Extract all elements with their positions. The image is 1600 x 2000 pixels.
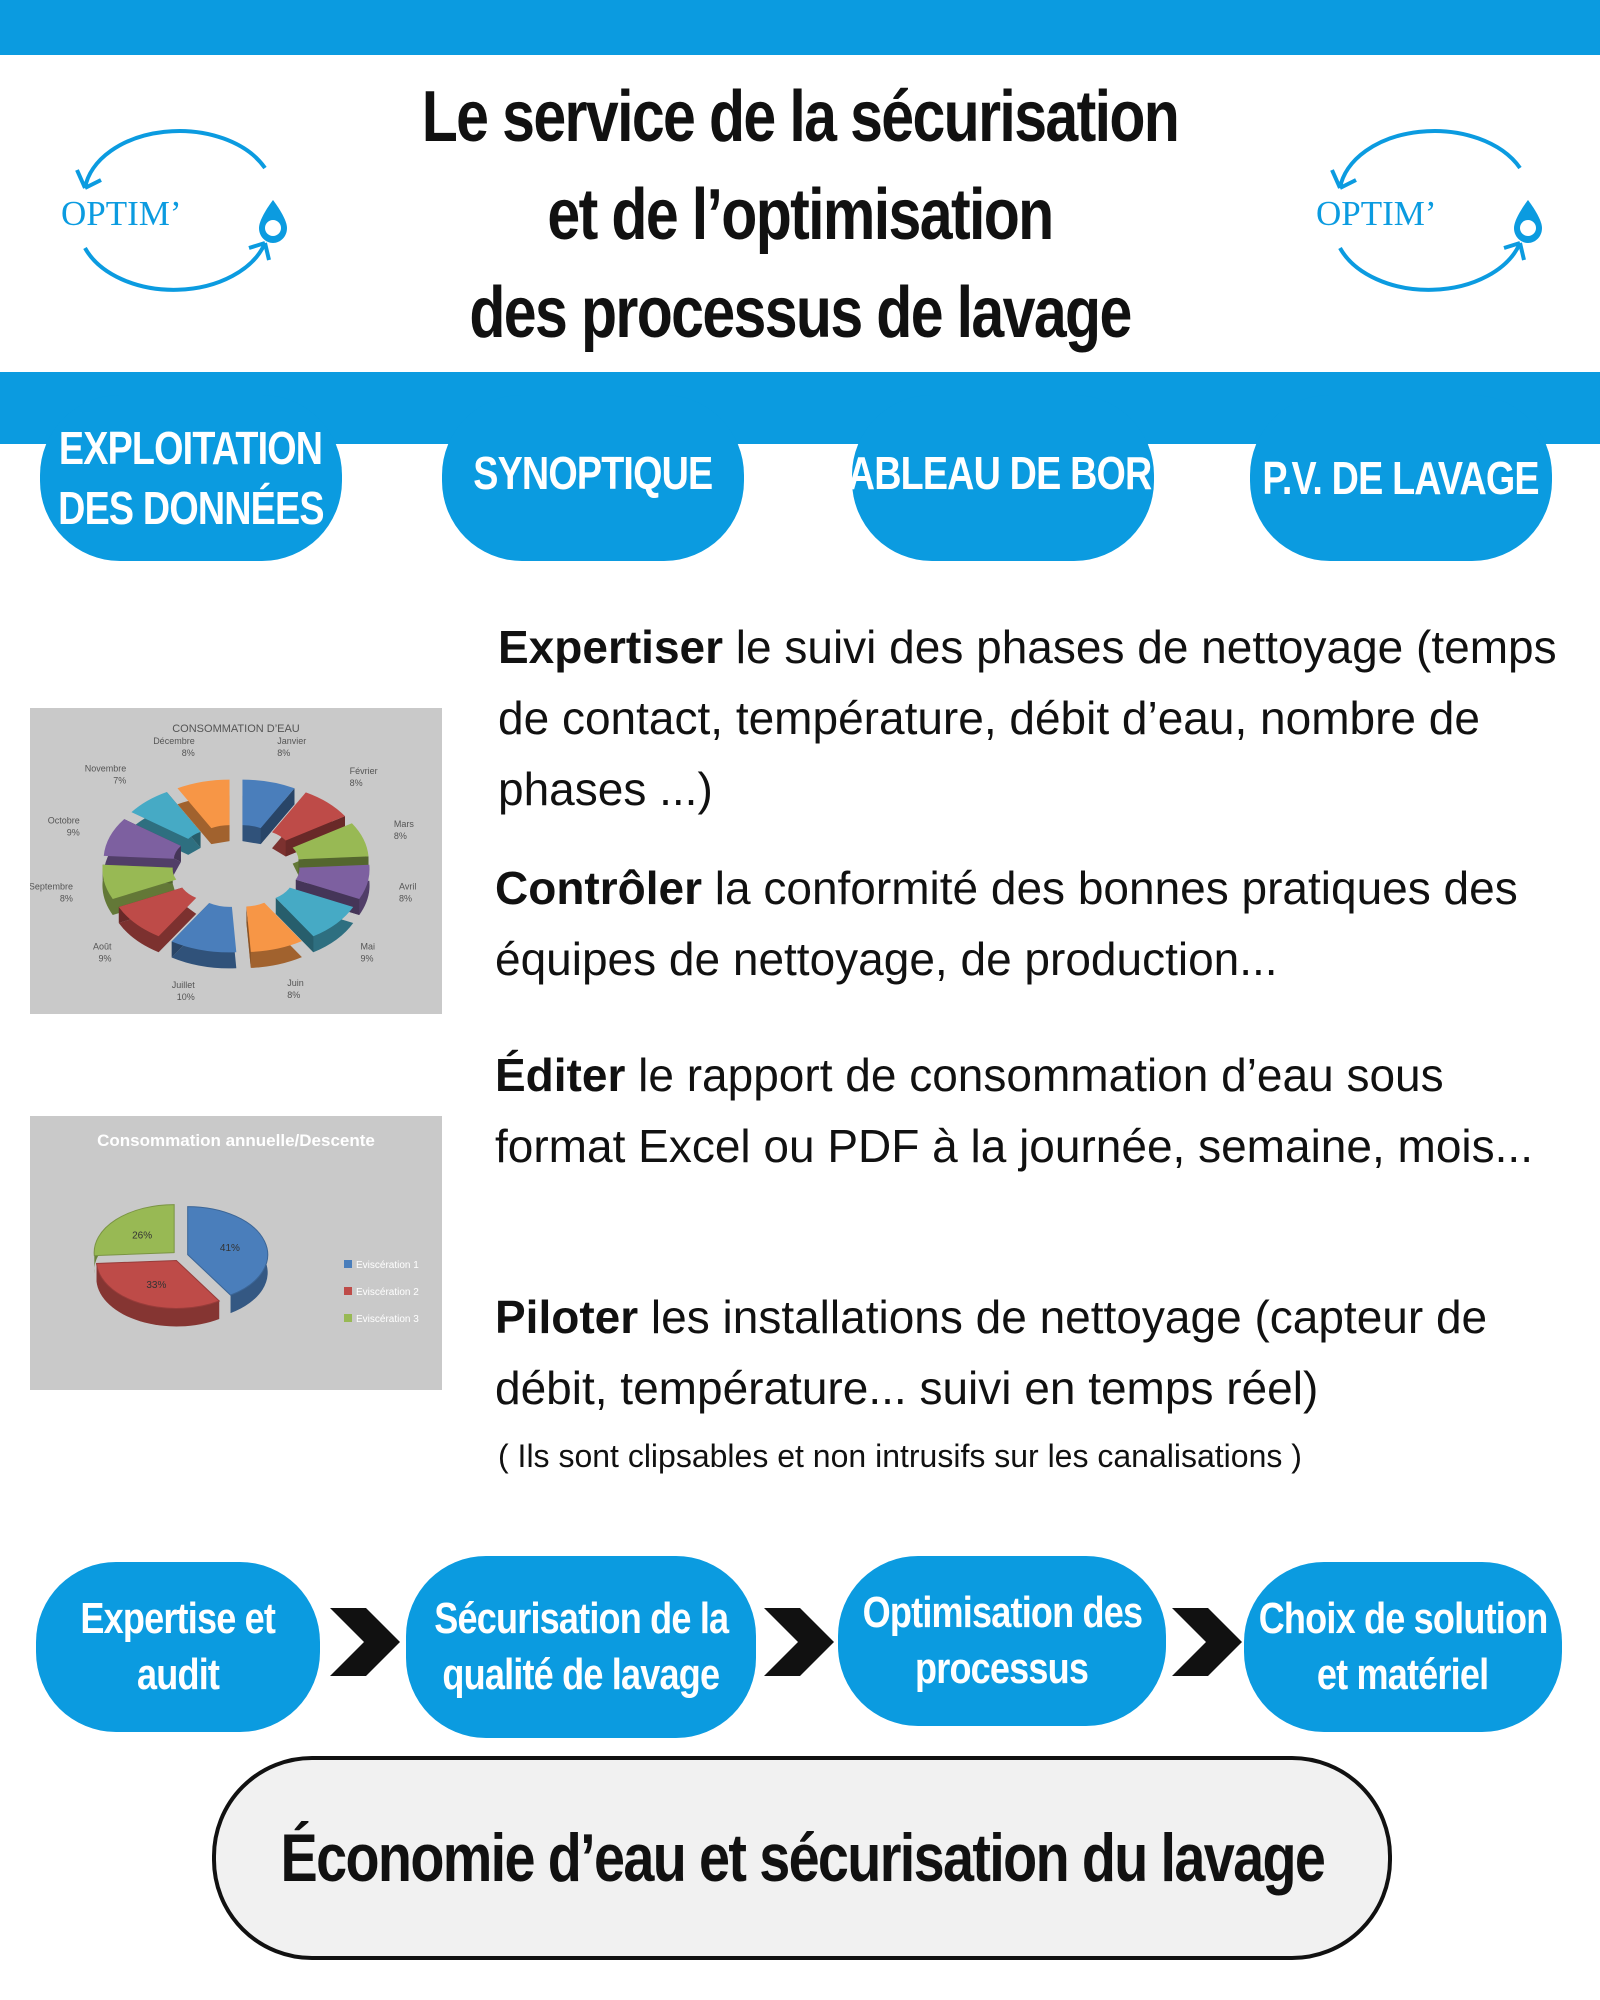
title-line: et de l’optimisation xyxy=(547,175,1053,255)
nav-item-pv-de-lavage[interactable] xyxy=(1250,395,1552,561)
pie-value-label: 9% xyxy=(360,953,374,964)
conclusion-box xyxy=(212,1756,1392,1960)
top-banner xyxy=(0,0,1600,55)
step-label: qualité de lavage xyxy=(442,1650,720,1699)
paragraph-text: le rapport de consommation d’eau sous format Excel ou PDF à la journée, semaine, mois... xyxy=(495,1049,1533,1172)
chevron-right-icon xyxy=(760,1604,836,1680)
logo-text: OPTIM’ xyxy=(61,194,182,233)
legend-swatch xyxy=(344,1314,352,1322)
nav-item-synoptique[interactable] xyxy=(442,395,744,561)
paragraph-text: les installations de nettoyage (capteur de débit, température... suivi en temps réel) xyxy=(495,1291,1488,1414)
step-optimisation[interactable] xyxy=(838,1556,1166,1726)
chevron-right-icon xyxy=(1168,1604,1244,1680)
pie-value-label: 33% xyxy=(146,1279,167,1291)
chart-title: Consommation annuelle/Descente xyxy=(97,1131,375,1150)
pie-value-label: 8% xyxy=(181,747,195,758)
nav-item-label: SYNOPTIQUE xyxy=(473,447,713,499)
nav-item-tableau-de-bord[interactable] xyxy=(828,395,1178,561)
chart-title: CONSOMMATION D’EAU xyxy=(172,723,300,735)
pie-category-label: Septembre xyxy=(30,881,73,892)
nav-item-label: TABLEAU DE BORD xyxy=(828,447,1178,499)
optim-logo xyxy=(1310,118,1550,308)
paragraph-expertiser xyxy=(498,612,1578,825)
step-label: audit xyxy=(136,1650,220,1699)
paragraph-keyword: Contrôler xyxy=(495,862,702,914)
paragraph-controler xyxy=(495,853,1575,995)
legend-swatch xyxy=(344,1260,352,1268)
title-line: des processus de lavage xyxy=(469,273,1131,353)
step-securisation[interactable] xyxy=(406,1556,756,1738)
step-choix-solution[interactable] xyxy=(1244,1562,1562,1732)
step-label: et matériel xyxy=(1317,1650,1489,1699)
pie-value-label: 9% xyxy=(98,953,112,964)
paragraph-editer xyxy=(495,1040,1575,1182)
page-title xyxy=(415,68,1186,362)
sensor-note: ( Ils sont clipsables et non intrusifs sur les canalisations ) xyxy=(498,1438,1302,1474)
pie-category-label: Octobre xyxy=(47,815,80,826)
conclusion-text: Économie d’eau et sécurisation du lavage xyxy=(280,1820,1324,1896)
legend-label: Eviscération 2 xyxy=(356,1287,419,1298)
step-label: processus xyxy=(915,1644,1089,1693)
nav-item-label: DES DONNÉES xyxy=(58,482,324,534)
logo-text: OPTIM’ xyxy=(1316,194,1437,233)
pie-value-label: 9% xyxy=(66,827,80,838)
annual-consumption-chart xyxy=(30,1116,442,1390)
paragraph-text: le suivi des phases de nettoyage (temps de contact, température, débit d’eau, nombre de phases ...) xyxy=(498,621,1557,815)
paragraph-piloter xyxy=(495,1282,1575,1424)
step-label: Optimisation des xyxy=(862,1588,1142,1637)
pie-value-label: 41% xyxy=(219,1243,240,1255)
legend-label: Eviscération 1 xyxy=(356,1260,419,1271)
pie-value-label: 8% xyxy=(59,893,73,904)
water-consumption-pie xyxy=(30,708,442,1014)
nav-item-exploitation[interactable] xyxy=(40,395,342,561)
pie-value-label: 8% xyxy=(349,778,363,789)
chevron-right-icon xyxy=(326,1604,402,1680)
pie-category-label: Mai xyxy=(360,941,376,952)
optim-logo xyxy=(55,118,295,308)
pie-value-label: 8% xyxy=(399,893,413,904)
pie-category-label: Août xyxy=(92,941,112,952)
legend-swatch xyxy=(344,1287,352,1295)
pie-value-label: 10% xyxy=(176,992,195,1003)
title-line: Le service de la sécurisation xyxy=(421,77,1179,157)
pie-value-label: 8% xyxy=(277,747,291,758)
pie-category-label: Décembre xyxy=(153,735,195,746)
paragraph-keyword: Éditer xyxy=(495,1049,626,1101)
water-consumption-chart xyxy=(30,708,442,1014)
nav-item-label: EXPLOITATION xyxy=(59,422,323,474)
step-label: Choix de solution xyxy=(1258,1594,1548,1643)
pie-category-label: Mars xyxy=(393,819,414,830)
pie-value-label: 7% xyxy=(113,775,127,786)
pie-category-label: Janvier xyxy=(277,735,307,746)
annual-consumption-pie xyxy=(30,1116,442,1390)
pie-category-label: Juin xyxy=(287,977,304,988)
pie-value-label: 26% xyxy=(132,1230,153,1242)
step-label: Expertise et xyxy=(80,1594,276,1643)
paragraph-text: la conformité des bonnes pratiques des équipes de nettoyage, de production... xyxy=(495,862,1518,985)
pie-category-label: Novembre xyxy=(84,763,127,774)
paragraph-keyword: Expertiser xyxy=(498,621,724,673)
step-label: Sécurisation de la xyxy=(433,1594,729,1643)
step-expertise-audit[interactable] xyxy=(36,1562,320,1732)
pie-category-label: Février xyxy=(349,766,378,777)
pie-value-label: 8% xyxy=(287,989,301,1000)
pie-category-label: Juillet xyxy=(171,980,195,991)
paragraph-keyword: Piloter xyxy=(495,1291,639,1343)
nav-item-label: P.V. DE LAVAGE xyxy=(1262,452,1540,504)
legend-label: Eviscération 3 xyxy=(356,1314,419,1325)
pie-category-label: Avril xyxy=(399,881,417,892)
pie-value-label: 8% xyxy=(393,831,407,842)
